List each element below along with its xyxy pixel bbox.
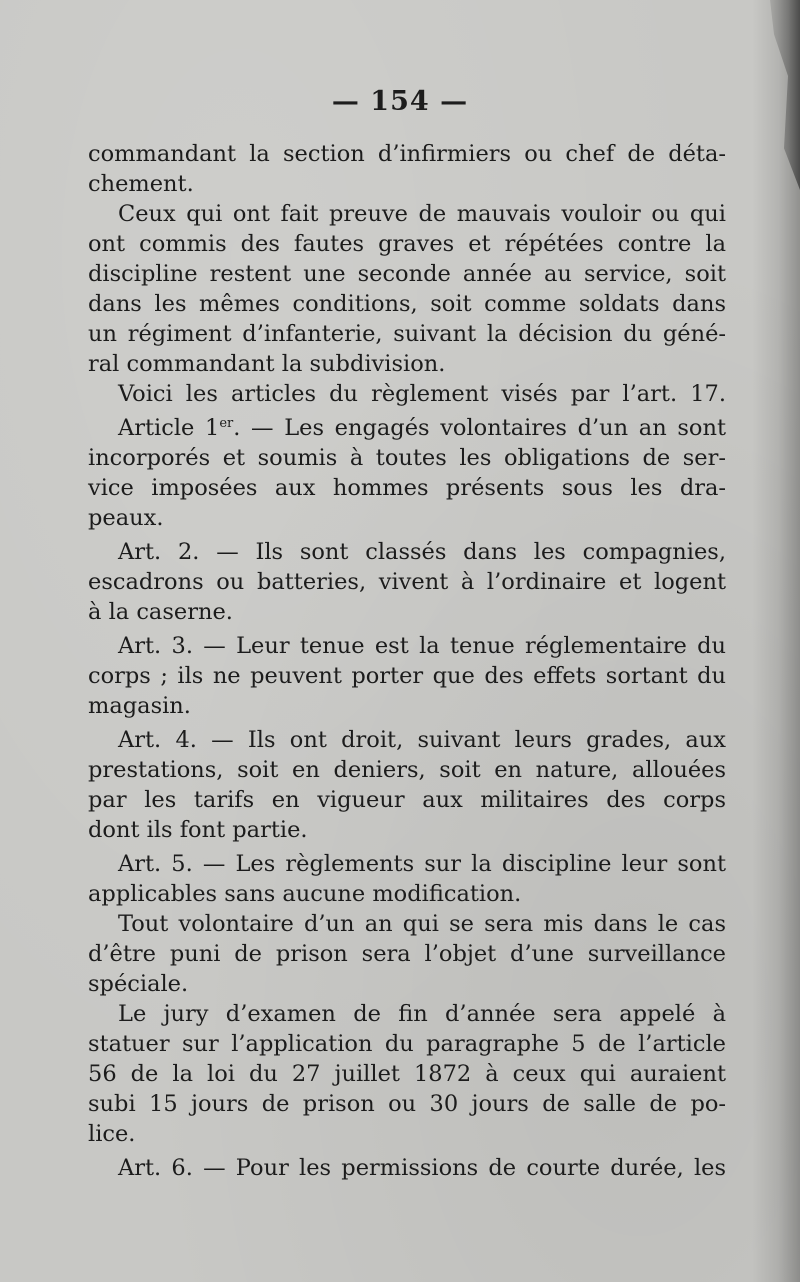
paragraph-continuation (88, 139, 726, 199)
text-line: peaux. (88, 505, 164, 531)
text-line: Art. 5. — Les règlements sur la discipline leur sont (118, 851, 726, 877)
article-1 (88, 413, 726, 533)
page-number: — 154 — (331, 86, 469, 117)
text-line: d’être puni de prison sera l’objet d’une surveillance (88, 941, 726, 967)
text-line: chement. (88, 171, 194, 197)
article-6 (88, 1153, 726, 1183)
body-text (88, 139, 726, 1183)
text-line: corps ; ils ne peuvent porter que des effets sortant du (88, 663, 726, 689)
article-4 (88, 725, 726, 845)
paragraph-conduct (88, 199, 726, 379)
paragraph-intro-articles (88, 379, 726, 409)
text-line: Tout volontaire d’un an qui se sera mis dans le cas (118, 911, 726, 937)
text-line: spéciale. (88, 971, 189, 997)
text-line: subi 15 jours de prison ou 30 jours de salle de po- (88, 1091, 726, 1117)
text-line: un régiment d’infanterie, suivant la décision du géné- (88, 321, 726, 347)
article-1-label: Article 1 (118, 415, 220, 441)
text-line: Ceux qui ont fait preuve de mauvais vouloir ou qui (118, 201, 726, 227)
text-line: 56 de la loi du 27 juillet 1872 à ceux qui auraient (88, 1061, 726, 1087)
page-edge-shadow (752, 0, 800, 1282)
paragraph-jury (88, 999, 726, 1149)
text-line: Art. 2. — Ils sont classés dans les compagnies, (118, 539, 726, 565)
text-line: commandant la section d’infirmiers ou chef de déta- (88, 141, 726, 167)
text-line (88, 413, 726, 443)
text-line: Art. 6. — Pour les permissions de courte durée, les (118, 1155, 726, 1181)
text-line: magasin. (88, 693, 191, 719)
text-line: Le jury d’examen de fin d’année sera appelé à (118, 1001, 726, 1027)
text-line: escadrons ou batteries, vivent à l’ordinaire et logent (88, 569, 726, 595)
article-1-text: . — Les engagés volontaires d’un an sont (233, 415, 726, 441)
text-line: vice imposées aux hommes présents sous les dra- (88, 475, 726, 501)
text-line: Art. 3. — Leur tenue est la tenue réglementaire du (118, 633, 726, 659)
text-line: ont commis des fautes graves et répétées contre la (88, 231, 726, 257)
text-line: à la caserne. (88, 599, 233, 625)
text-line: dans les mêmes conditions, soit comme soldats dans (88, 291, 726, 317)
text-line: par les tarifs en vigueur aux militaires des corps (88, 787, 726, 813)
paragraph-volunteer-prison (88, 909, 726, 999)
text-line: statuer sur l’application du paragraphe 5 de l’article (88, 1031, 726, 1057)
text-line: prestations, soit en deniers, soit en nature, allouées (88, 757, 726, 783)
text-line: ral commandant la subdivision. (88, 351, 446, 377)
text-line: applicables sans aucune modification. (88, 881, 522, 907)
text-line: dont ils font partie. (88, 817, 308, 843)
article-5 (88, 849, 726, 909)
article-3 (88, 631, 726, 721)
article-1-superscript: er (219, 416, 234, 431)
text-line: lice. (88, 1121, 136, 1147)
text-line: discipline restent une seconde année au service, soit (88, 261, 726, 287)
article-2 (88, 537, 726, 627)
text-line: Art. 4. — Ils ont droit, suivant leurs grades, aux (118, 727, 726, 753)
text-line: Voici les articles du règlement visés par l’art. 17. (118, 381, 726, 407)
text-line: incorporés et soumis à toutes les obligations de ser- (88, 445, 726, 471)
